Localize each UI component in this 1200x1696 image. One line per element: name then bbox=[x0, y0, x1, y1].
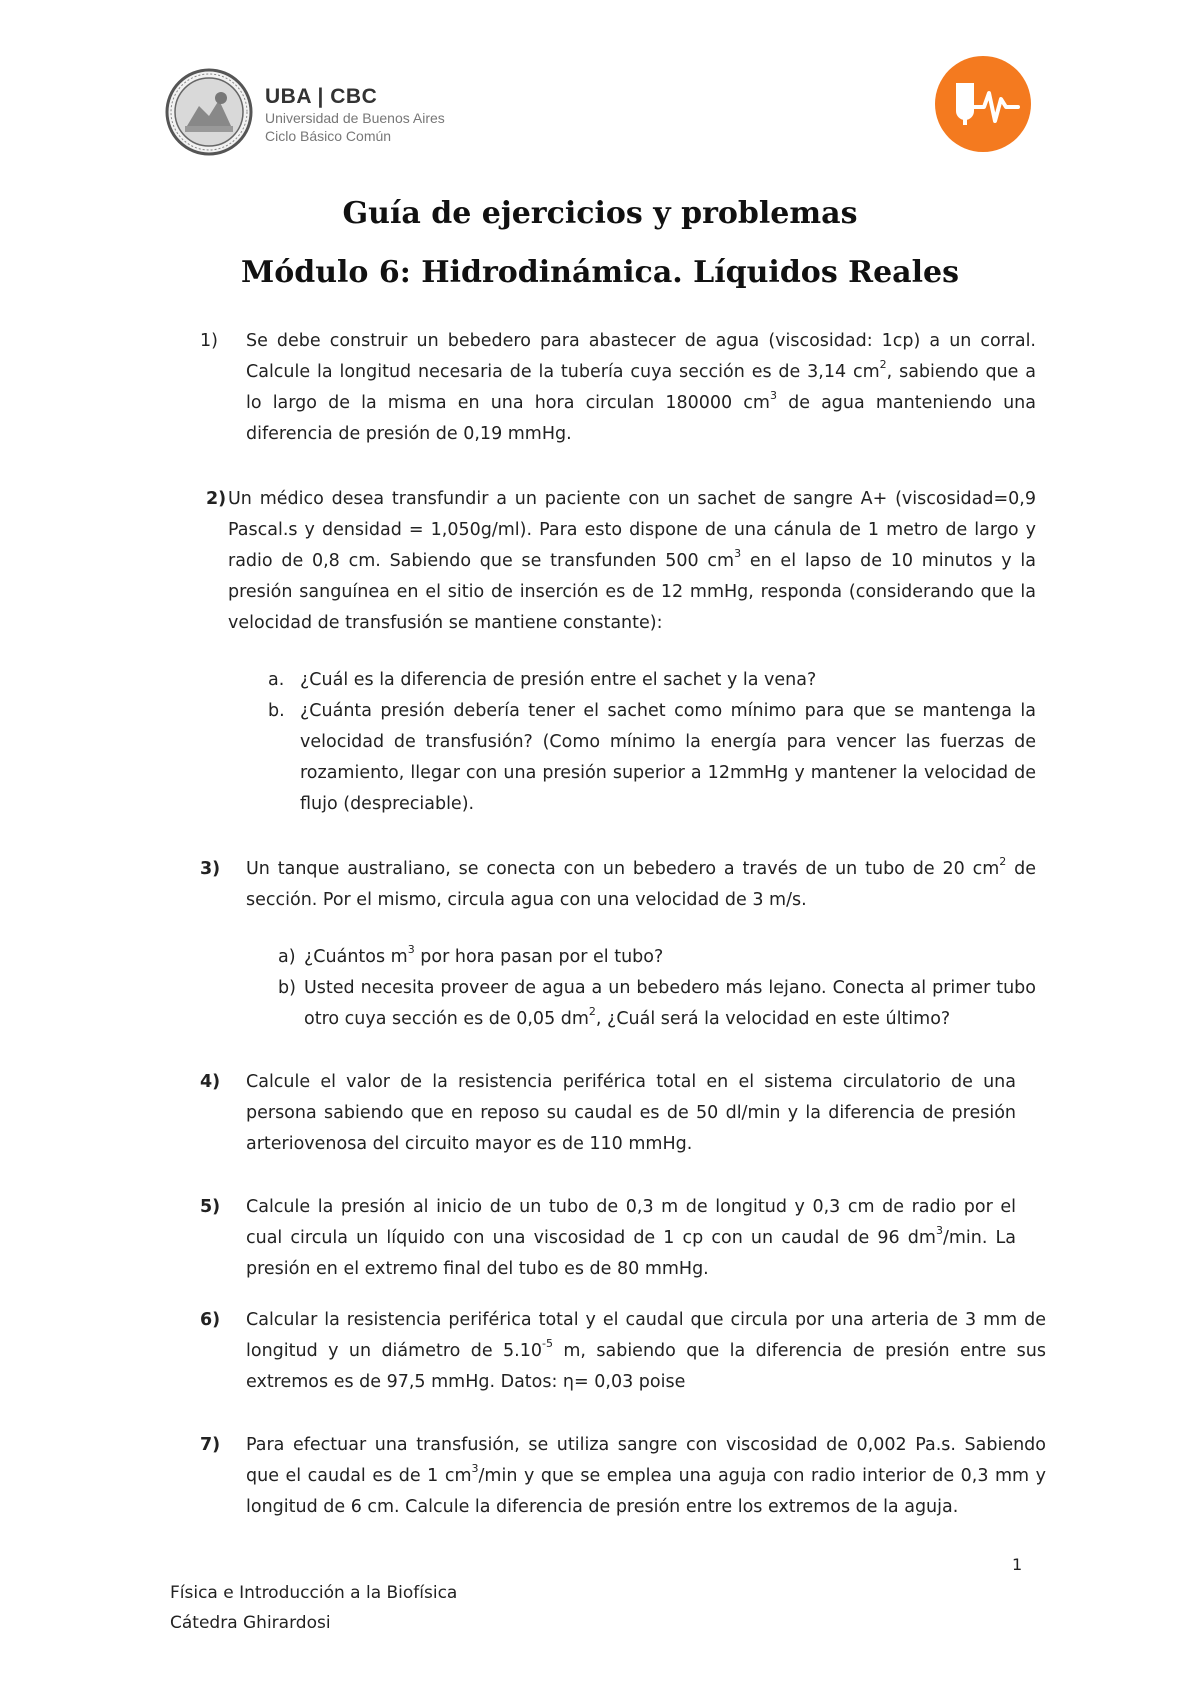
superscript: 2 bbox=[999, 855, 1007, 869]
page-number: 1 bbox=[1012, 1555, 1023, 1574]
superscript: 2 bbox=[588, 1005, 596, 1019]
problem-3 bbox=[200, 854, 1036, 1035]
problem-text: Calcule la presión al inicio de un tubo de 0,3 m de longitud y 0,3 cm de radio por el cual circula un líquido con una viscosidad de 1 cp con un caudal de 96 dm bbox=[246, 1197, 1016, 1248]
problem-text: Un tanque australiano, se conecta con un bebedero a través de un tubo de 20 cm bbox=[246, 859, 1000, 879]
sub-question-text: ¿Cuánta presión debería tener el sachet como mínimo para que se mantenga la velocidad de transfusión? (Como mínimo la energía para vencer las fuerzas de rozamiento, llegar con una presión superior a 12mmHg y mantener la velocidad de flujo (despreciable). bbox=[300, 701, 1036, 814]
problem-4 bbox=[200, 1067, 1016, 1160]
document-title-block bbox=[0, 196, 1200, 290]
superscript: 3 bbox=[769, 389, 777, 403]
sub-question-label: a. bbox=[268, 670, 285, 690]
sub-question-text: ¿Cuál es la diferencia de presión entre el sachet y la vena? bbox=[300, 670, 817, 690]
problem-5 bbox=[200, 1192, 1016, 1285]
problem-text: en el lapso de 10 minutos y la presión sanguínea en el sitio de inserción es de 12 mmHg, responda (considerando que la velocidad de transfusión se mantiene constante): bbox=[228, 551, 1036, 633]
problem-6 bbox=[200, 1305, 1046, 1398]
problem-number: 5) bbox=[200, 1197, 221, 1217]
sub-questions bbox=[228, 665, 1036, 820]
problem-text: Se debe construir un bebedero para abastecer de agua (viscosidad: 1cp) a un corral. Calcule la longitud necesaria de la tubería cuya sección es de 3,14 cm bbox=[246, 331, 1036, 382]
problem-text: /min y que se emplea una aguja con radio interior de 0,3 mm y longitud de 6 cm. Calcule la diferencia de presión entre los extremos de la aguja. bbox=[246, 1466, 1046, 1517]
problem-text: Un médico desea transfundir a un paciente con un sachet de sangre A+ (viscosidad=0,9 Pascal.s y densidad = 1,050g/ml). Para esto dispone de una cánula de 1 metro de largo y radio de 0,8 cm. Sabiendo que se transfunden 500 cm bbox=[228, 489, 1036, 571]
problem-text: Calcular la resistencia periférica total y el caudal que circula por una arteria de 3 mm de longitud y un diámetro de 5.10 bbox=[246, 1310, 1046, 1361]
superscript: 3 bbox=[734, 547, 742, 561]
problem-text: , sabiendo que a lo largo de la misma en una hora circulan 180000 cm bbox=[246, 362, 1036, 413]
problem-number: 2) bbox=[206, 489, 227, 509]
sub-question-b bbox=[268, 696, 1036, 820]
superscript: 3 bbox=[471, 1462, 479, 1476]
problem-text: Calcule el valor de la resistencia periférica total en el sistema circulatorio de una persona sabiendo que en reposo su caudal es de 50 dl/min y la diferencia de presión arteriovenosa del circuito mayor es de 110 mmHg. bbox=[246, 1072, 1016, 1154]
problem-text: /min. La presión en el extremo final del tubo es de 80 mmHg. bbox=[246, 1228, 1016, 1279]
sub-question-label: b. bbox=[268, 701, 285, 721]
problem-number: 7) bbox=[200, 1435, 221, 1455]
university-seal-icon bbox=[165, 68, 253, 156]
problem-number: 1) bbox=[200, 331, 218, 351]
sub-question-a bbox=[268, 665, 1036, 696]
sub-question-text: , ¿Cuál será la velocidad en este último? bbox=[595, 1009, 951, 1029]
university-line-1: Universidad de Buenos Aires bbox=[265, 110, 445, 126]
sub-question-text: Usted necesita proveer de agua a un bebedero más lejano. Conecta al primer tubo otro cuya sección es de 0,05 dm bbox=[304, 978, 1036, 1029]
problem-number: 4) bbox=[200, 1072, 221, 1092]
superscript: 3 bbox=[407, 943, 415, 957]
sub-question-a bbox=[278, 942, 1036, 973]
problem-2 bbox=[206, 484, 1036, 820]
biophysics-logo-icon bbox=[934, 55, 1032, 153]
sub-question-label: a) bbox=[278, 947, 296, 967]
sub-question-b bbox=[278, 973, 1036, 1035]
course-name: Física e Introducción a la Biofísica bbox=[170, 1583, 458, 1603]
problem-number: 3) bbox=[200, 859, 221, 879]
page-header bbox=[0, 0, 1200, 180]
problem-text: m, sabiendo que la diferencia de presión entre sus extremos es de 97,5 mmHg. Datos: η= 0,03 poise bbox=[246, 1341, 1046, 1392]
chair-name: Cátedra Ghirardosi bbox=[170, 1613, 331, 1633]
sub-question-text: por hora pasan por el tubo? bbox=[414, 947, 664, 967]
problem-1 bbox=[200, 326, 1036, 450]
sub-question-text: ¿Cuántos m bbox=[304, 947, 408, 967]
document-title: Guía de ejercicios y problemas bbox=[342, 196, 858, 231]
superscript: 3 bbox=[935, 1224, 943, 1238]
superscript: -5 bbox=[541, 1337, 553, 1351]
module-title: Módulo 6: Hidrodinámica. Líquidos Reales bbox=[241, 255, 959, 290]
sub-question-label: b) bbox=[278, 978, 296, 998]
sub-questions bbox=[246, 942, 1036, 1035]
problem-text: de sección. Por el mismo, circula agua con una velocidad de 3 m/s. bbox=[246, 859, 1036, 910]
page-footer bbox=[170, 1578, 457, 1638]
superscript: 2 bbox=[879, 358, 887, 372]
problem-number: 6) bbox=[200, 1310, 221, 1330]
university-name-block bbox=[265, 86, 445, 143]
problems-list bbox=[200, 326, 1046, 1523]
problem-7 bbox=[200, 1430, 1046, 1523]
university-title: UBA | CBC bbox=[265, 85, 378, 108]
university-line-2: Ciclo Básico Común bbox=[265, 128, 392, 144]
problem-text: Para efectuar una transfusión, se utiliza sangre con viscosidad de 0,002 Pa.s. Sabiendo que el caudal es de 1 cm bbox=[246, 1435, 1046, 1486]
problem-text: de agua manteniendo una diferencia de presión de 0,19 mmHg. bbox=[246, 393, 1036, 444]
